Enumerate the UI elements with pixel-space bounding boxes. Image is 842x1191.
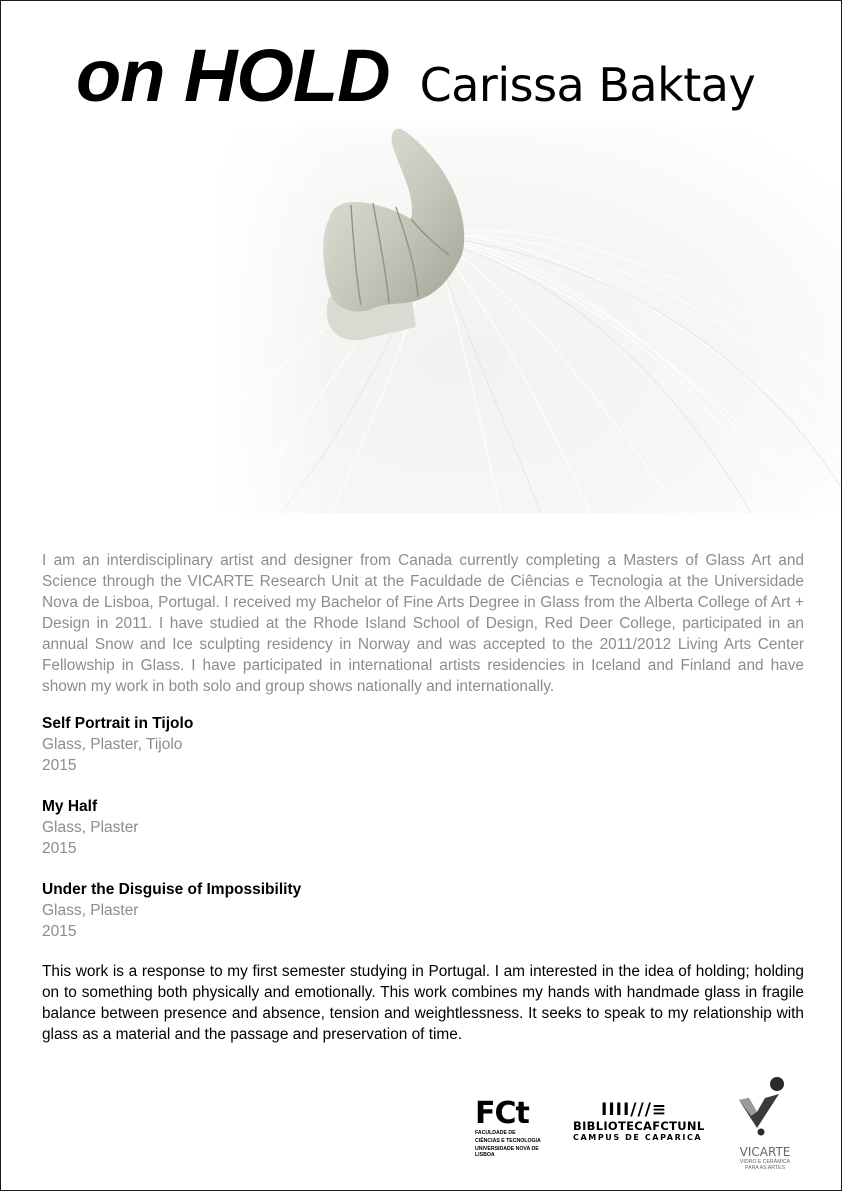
vicarte-logo-name: VICARTE (739, 1145, 791, 1159)
work-item (42, 713, 542, 776)
work-materials: Glass, Plaster, Tijolo (42, 736, 183, 753)
vicarte-logo (719, 1076, 811, 1171)
work-year: 2015 (42, 923, 77, 940)
vicarte-logo-line1: VIDRO E CERÂMICA (739, 1159, 791, 1165)
artist-statement: This work is a response to my first semester studying in Portugal. I am interested in the idea of holding; holding on to something both physically and emotionally. This work combines my hands with handmade glass in fragile balance between presence and absence, tension and weightlessness. It seeks to speak to my relationship with glass as a material and the passage and preservation of time. (42, 963, 804, 1043)
work-year: 2015 (42, 757, 77, 774)
header (76, 33, 755, 118)
work-title: Under the Disguise of Impossibility (42, 881, 302, 898)
work-item (42, 796, 542, 859)
work-materials: Glass, Plaster (42, 902, 139, 919)
biblioteca-logo-name: BIBLIOTECAFCTUNL (573, 1119, 705, 1133)
work-item (42, 879, 542, 942)
fct-logo-line1: FACULDADE DE (475, 1130, 516, 1136)
fct-logo (475, 1096, 545, 1158)
fct-logo-line2: CIÊNCIAS E TECNOLOGIA (475, 1138, 541, 1144)
biblioteca-logo-subtitle: CAMPUS DE CAPARICA (573, 1133, 703, 1142)
sponsor-logos (471, 1076, 831, 1176)
artwork-photo (211, 127, 841, 513)
exhibition-title: on HOLD (76, 34, 390, 117)
biblioteca-logo-mark: IIII///≡ (601, 1100, 668, 1120)
work-title: Self Portrait in Tijolo (42, 715, 194, 732)
biblioteca-logo (573, 1100, 703, 1143)
work-materials: Glass, Plaster (42, 819, 139, 836)
works-list (42, 713, 542, 962)
fct-logo-mark: FCt (475, 1096, 529, 1131)
vicarte-emblem-icon (735, 1076, 795, 1138)
fct-logo-line3: UNIVERSIDADE NOVA DE LISBOA (475, 1146, 539, 1158)
work-title: My Half (42, 798, 98, 815)
vicarte-logo-line2: PARA AS ARTES (745, 1165, 785, 1171)
artwork-photo-graphic (211, 127, 841, 513)
work-year: 2015 (42, 840, 77, 857)
artist-bio: I am an interdisciplinary artist and designer from Canada currently completing a Masters of Glass Art and Science through the VICARTE Research Unit at the Faculdade de Ciências e Tecnologia at the Universidade Nova de Lisboa, Portugal. I received my Bachelor of Fine Arts Degree in Glass from the Alberta College of Art + Design in 2011. I have studied at the Rhode Island School of Design, Red Deer College, participated in an annual Snow and Ice sculpting residency in Norway and was accepted to the 2011/2012 Living Arts Center Fellowship in Glass. I have participated in international artists residencies in Iceland and Finland and have shown my work in both solo and group shows nationally and internationally. (42, 552, 804, 695)
artist-name: Carissa Baktay (419, 58, 756, 112)
